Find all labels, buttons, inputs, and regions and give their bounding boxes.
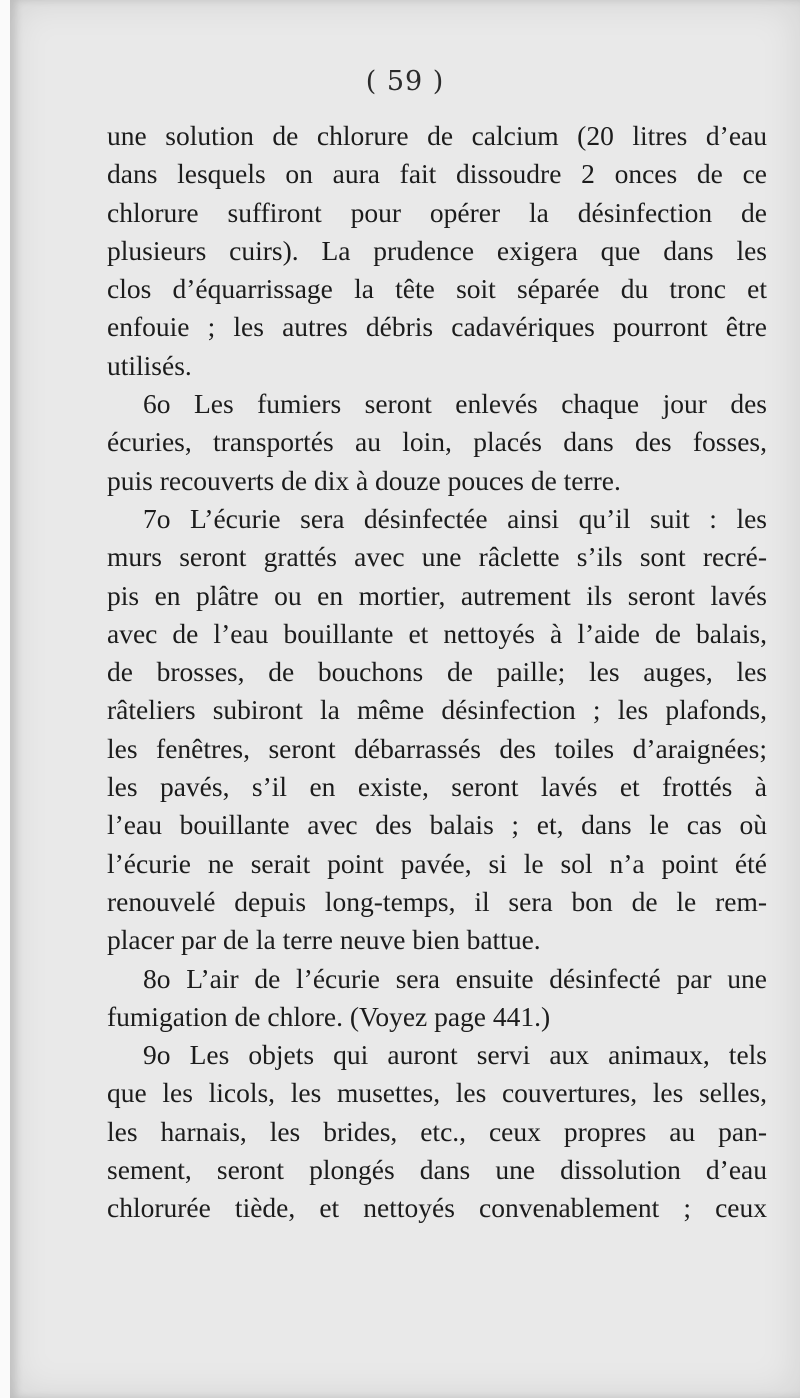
text-line: les pavés, s’il en existe, seront lavés et frottés à [107, 771, 767, 803]
book-page [10, 0, 800, 1398]
text-line: plusieurs cuirs). La prudence exigera que dans les [107, 234, 767, 266]
text-line: l’écurie ne serait point pavée, si le sol n’a point été [107, 847, 767, 879]
text-line: 9o Les objets qui auront servi aux animaux, tels [143, 1039, 767, 1071]
text-line: chlorurée tiède, et nettoyés convenablement ; ceux [107, 1192, 767, 1224]
text-line: avec de l’eau bouillante et nettoyés à l’aide de balais, [107, 617, 767, 649]
text-line: renouvelé depuis long-temps, il sera bon de le rem- [107, 885, 767, 917]
text-line: placer par de la terre neuve bien battue. [107, 924, 541, 956]
text-line: murs seront grattés avec une râclette s’ils sont recré- [107, 541, 767, 573]
text-line: fumigation de chlore. (Voyez page 441.) [107, 1000, 551, 1032]
text-line: que les licols, les musettes, les couvertures, les selles, [107, 1077, 767, 1109]
text-line: enfouie ; les autres débris cadavériques pourront être [107, 311, 767, 343]
text-line: chlorure suffiront pour opérer la désinfection de [107, 196, 767, 228]
text-line: les harnais, les brides, etc., ceux propres au pan- [107, 1115, 767, 1147]
text-line: râteliers subiront la même désinfection ; les plafonds, [107, 694, 767, 726]
text-line: une solution de chlorure de calcium (20 litres d’eau [107, 120, 767, 151]
body-text [107, 117, 767, 1228]
text-line: dans lesquels on aura fait dissoudre 2 onces de ce [107, 158, 767, 190]
text-line: pis en plâtre ou en mortier, autrement ils seront lavés [107, 579, 767, 611]
page-number: ( 59 ) [365, 66, 445, 97]
text-line: l’eau bouillante avec des balais ; et, dans le cas où [107, 809, 767, 841]
text-line: de brosses, de bouchons de paille; les auges, les [107, 656, 767, 688]
text-line: utilisés. [107, 349, 192, 381]
text-line: 7o L’écurie sera désinfectée ainsi qu’il suit : les [143, 502, 767, 534]
text-line: clos d’équarrissage la tête soit séparée du tronc et [107, 273, 767, 305]
text-line: sement, seront plongés dans une dissolution d’eau [107, 1154, 767, 1186]
text-line: 8o L’air de l’écurie sera ensuite désinfecté par une [143, 962, 767, 994]
text-line: puis recouverts de dix à douze pouces de terre. [107, 464, 621, 496]
text-line: 6o Les fumiers seront enlevés chaque jour des [143, 388, 767, 420]
text-line: écuries, transportés au loin, placés dans des fosses, [107, 426, 767, 458]
text-line: les fenêtres, seront débarrassés des toiles d’araignées; [107, 732, 767, 764]
